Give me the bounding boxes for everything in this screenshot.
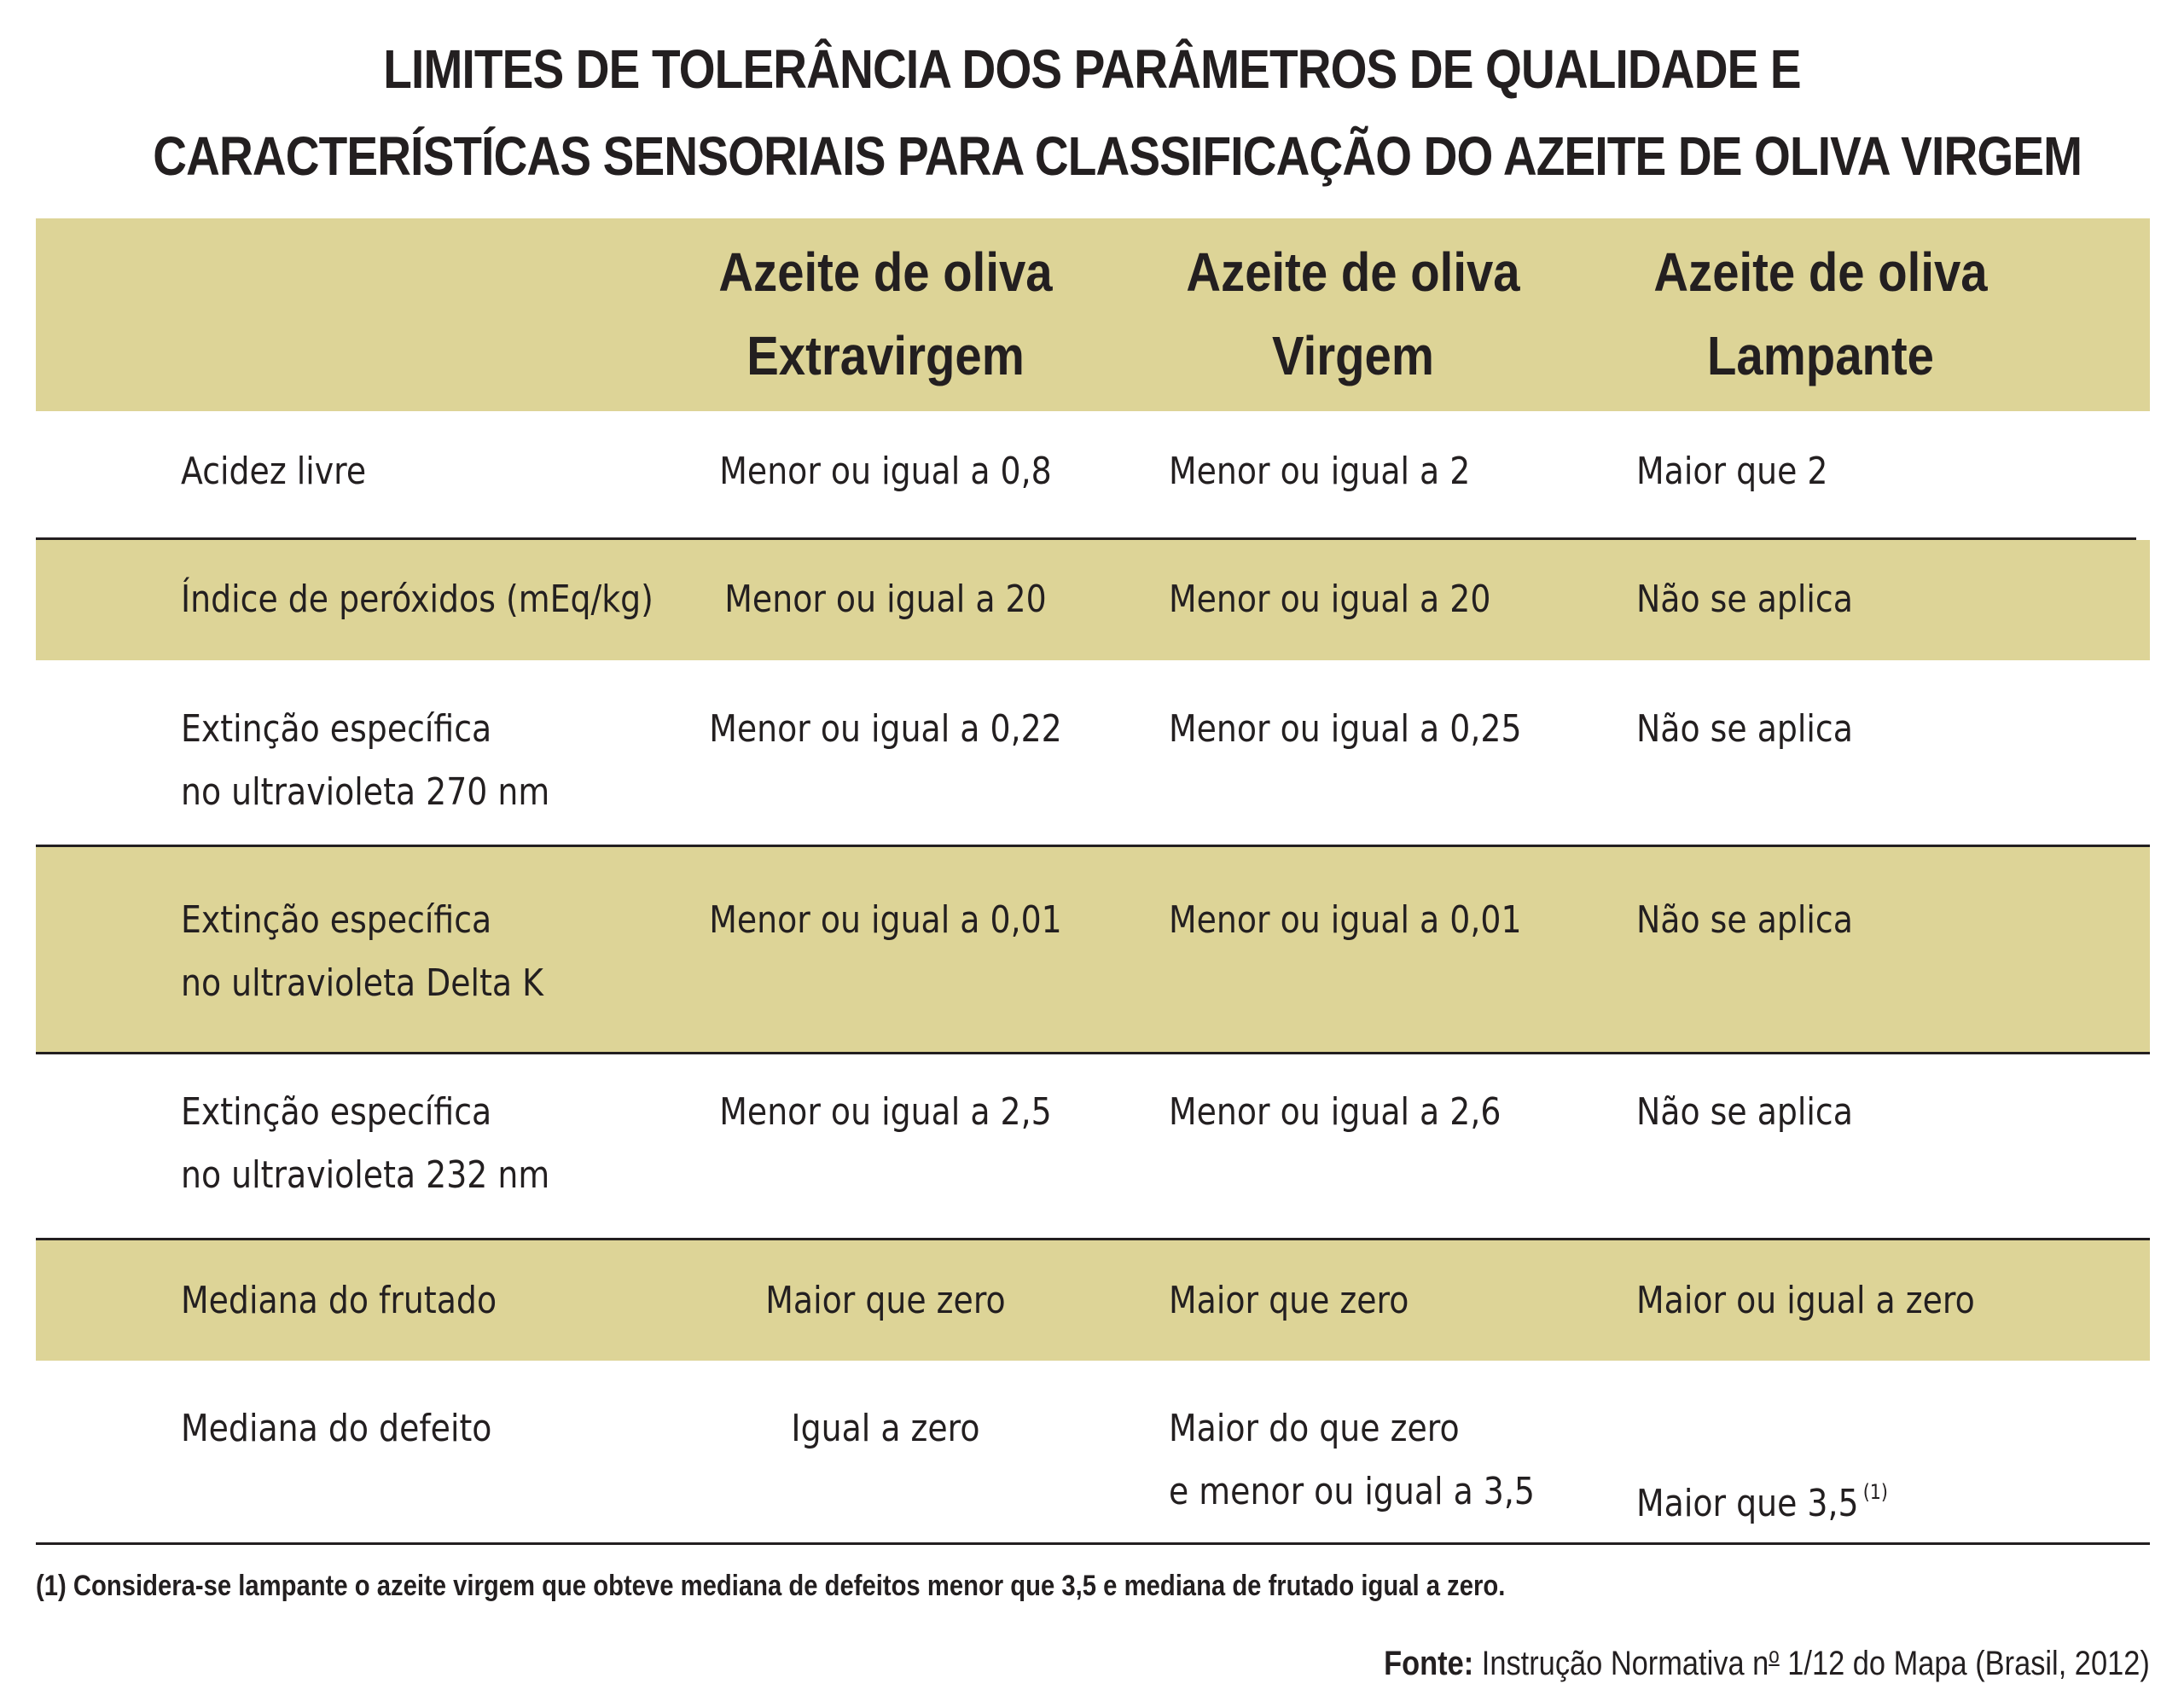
column-header-line: Azeite de oliva bbox=[1186, 241, 1520, 303]
lampante-cell: Não se aplica bbox=[1636, 898, 1853, 942]
column-header-line: Lampante bbox=[1706, 325, 1935, 386]
parameter-cell: Índice de peróxidos (mEq/kg) bbox=[181, 578, 653, 621]
row-divider bbox=[36, 845, 2150, 847]
column-header-line: Virgem bbox=[1272, 325, 1434, 386]
parameter-cell: Mediana do frutado bbox=[181, 1279, 497, 1322]
parameter-cell: no ultravioleta 232 nm bbox=[181, 1153, 550, 1197]
extravirgem-cell: Menor ou igual a 0,01 bbox=[709, 898, 1062, 942]
column-header-line: Extravirgem bbox=[746, 325, 1025, 386]
parameter-cell: Extinção específica bbox=[181, 707, 492, 751]
row-divider bbox=[36, 537, 2136, 540]
table-bottom-rule bbox=[36, 1542, 2150, 1545]
virgem-cell: Menor ou igual a 2,6 bbox=[1169, 1090, 1502, 1134]
row-divider bbox=[36, 1238, 2150, 1240]
footnote: (1) Considera-se lampante o azeite virgem que obteve mediana de defeitos menor que 3,5 e mediana de frutado igual a zero. bbox=[36, 1570, 1506, 1602]
extravirgem-cell: Menor ou igual a 20 bbox=[724, 578, 1047, 621]
source-line bbox=[1384, 1642, 2150, 1683]
extravirgem-cell: Menor ou igual a 2,5 bbox=[719, 1090, 1052, 1134]
extravirgem-cell: Igual a zero bbox=[791, 1407, 980, 1450]
virgem-cell: Menor ou igual a 0,01 bbox=[1169, 898, 1522, 942]
parameter-cell: no ultravioleta 270 nm bbox=[181, 770, 550, 814]
parameter-cell: Extinção específica bbox=[181, 898, 492, 942]
parameter-cell: Extinção específica bbox=[181, 1090, 492, 1134]
row-divider bbox=[36, 1052, 2150, 1054]
column-header-line: Azeite de oliva bbox=[1653, 241, 1988, 303]
virgem-cell: Menor ou igual a 0,25 bbox=[1169, 707, 1522, 751]
lampante-cell: Não se aplica bbox=[1636, 707, 1853, 751]
extravirgem-cell: Menor ou igual a 0,22 bbox=[709, 707, 1062, 751]
virgem-cell: e menor ou igual a 3,5 bbox=[1169, 1470, 1535, 1513]
source-ordinal: o bbox=[1769, 1642, 1780, 1668]
virgem-cell: Menor ou igual a 2 bbox=[1169, 450, 1471, 493]
column-header-line: Azeite de oliva bbox=[718, 241, 1053, 303]
parameter-cell: Acidez livre bbox=[181, 450, 367, 493]
lampante-cell-text: Maior que 3,5 bbox=[1636, 1482, 1859, 1525]
table-title-line-2: CARACTERÍSTÍCAS SENSORIAIS PARA CLASSIFICAÇÃO DO AZEITE DE OLIVA VIRGEM bbox=[153, 125, 2082, 187]
lampante-cell: Maior ou igual a zero bbox=[1636, 1279, 1975, 1322]
virgem-cell: Menor ou igual a 20 bbox=[1169, 578, 1491, 621]
lampante-cell bbox=[1636, 1460, 1888, 1536]
extravirgem-cell: Menor ou igual a 0,8 bbox=[719, 450, 1052, 493]
extravirgem-cell: Maior que zero bbox=[765, 1279, 1006, 1322]
virgem-cell: Maior do que zero bbox=[1169, 1407, 1460, 1450]
lampante-cell: Maior que 2 bbox=[1636, 450, 1828, 493]
source-text: Instrução Normativa n bbox=[1481, 1645, 1769, 1682]
source-text-end: 1/12 do Mapa (Brasil, 2012) bbox=[1779, 1645, 2150, 1682]
source-label: Fonte: bbox=[1384, 1645, 1474, 1682]
lampante-cell: Não se aplica bbox=[1636, 1090, 1853, 1134]
table-title-line-1: LIMITES DE TOLERÂNCIA DOS PARÂMETROS DE QUALIDADE E bbox=[383, 38, 1801, 100]
parameter-cell: Mediana do defeito bbox=[181, 1407, 492, 1450]
parameter-cell: no ultravioleta Delta K bbox=[181, 961, 543, 1005]
lampante-cell: Não se aplica bbox=[1636, 578, 1853, 621]
virgem-cell: Maior que zero bbox=[1169, 1279, 1409, 1322]
footnote-marker: (1) bbox=[1862, 1480, 1888, 1504]
